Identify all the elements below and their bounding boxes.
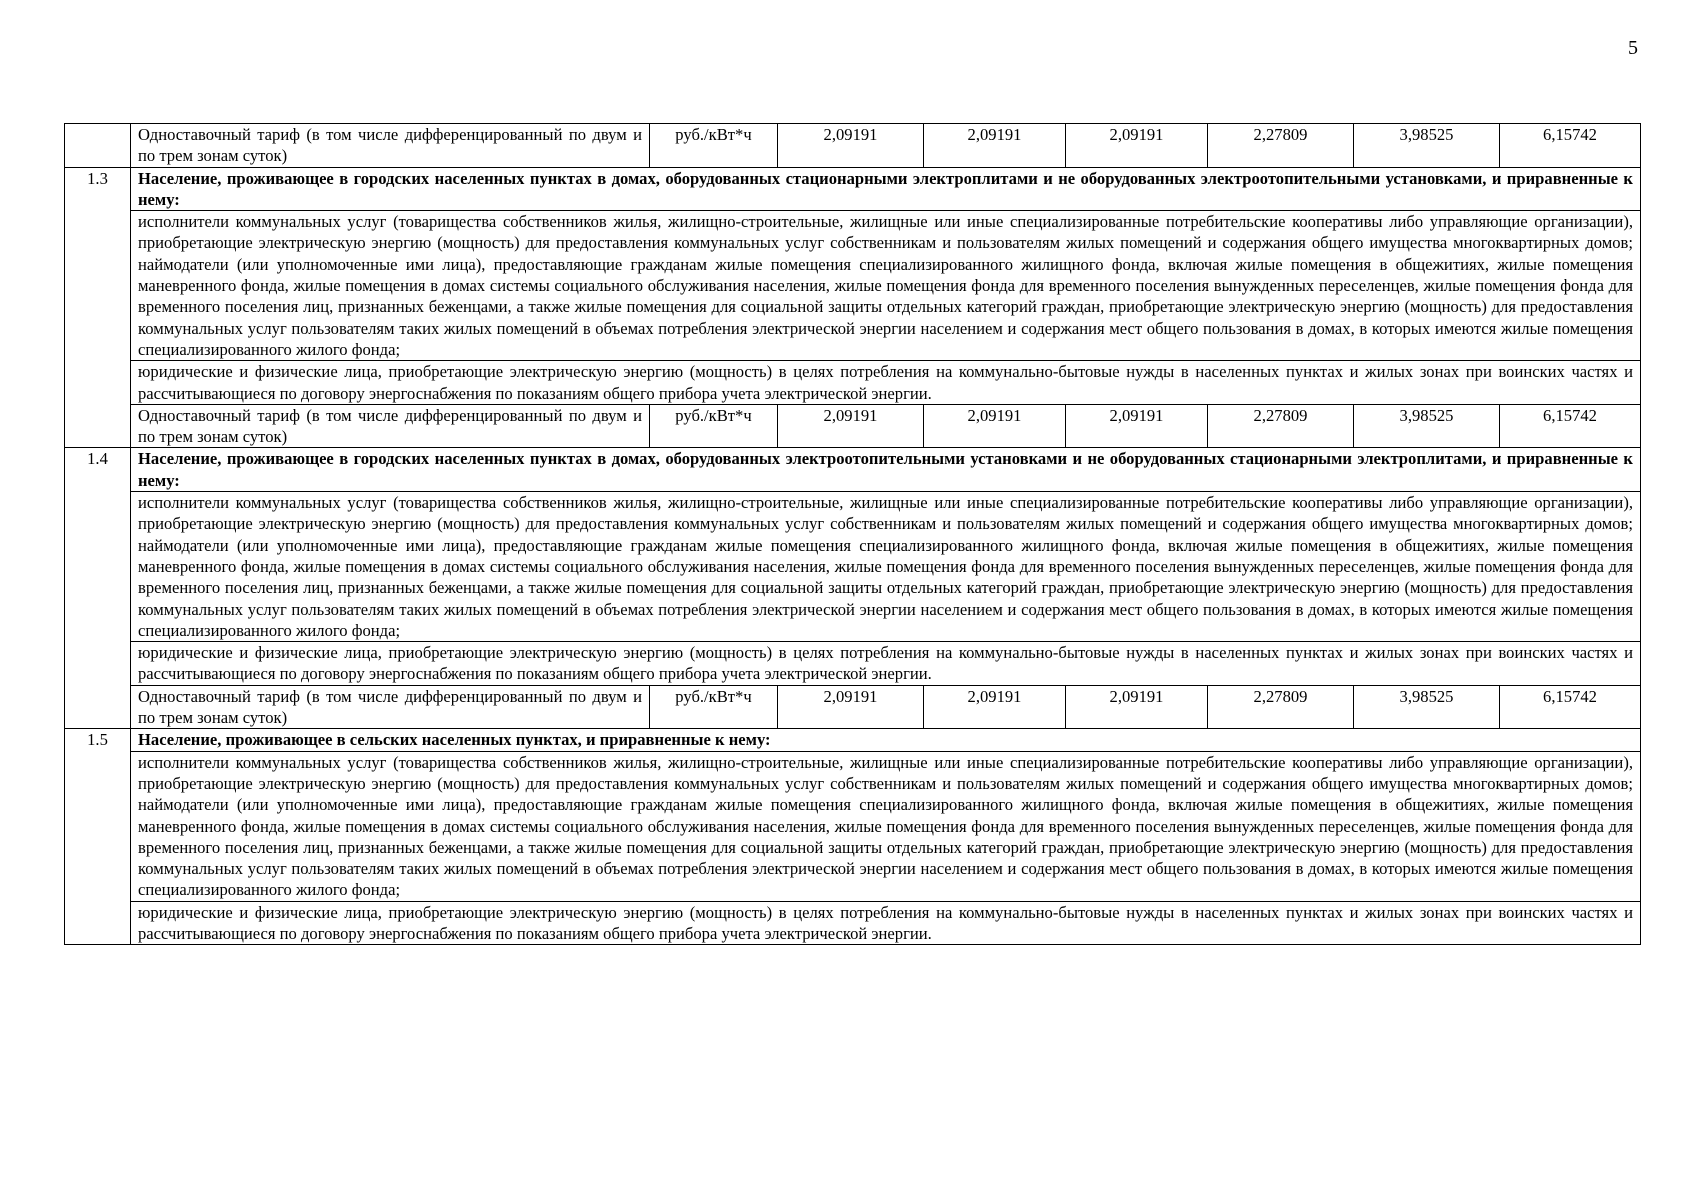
legal-entities-text: юридические и физические лица, приобретающие электрическую энергию (мощность) в целях потребления на коммунально-бытовые нужды в населенных пунктах и жилых зонах при воинских частях и рассчитывающиеся по договору энергоснабжения по показаниям общего прибора учета электрической энергии. xyxy=(131,642,1641,686)
legal-entities-text: юридические и физические лица, приобретающие электрическую энергию (мощность) в целях потребления на коммунально-бытовые нужды в населенных пунктах и жилых зонах при воинских частях и рассчитывающиеся по договору энергоснабжения по показаниям общего прибора учета электрической энергии. xyxy=(131,901,1641,945)
page-number: 5 xyxy=(1628,37,1638,59)
executors-row xyxy=(65,211,1641,361)
rate-value: 3,98525 xyxy=(1354,404,1500,448)
tariff-row xyxy=(65,404,1641,448)
section-heading: Население, проживающее в городских населенных пунктах в домах, оборудованных электроотопительными установками и не оборудованных стационарными электроплитами, и приравненные к нему: xyxy=(131,448,1641,492)
section-heading: Население, проживающее в сельских населенных пунктах, и приравненные к нему: xyxy=(131,729,1641,751)
executors-text: исполнители коммунальных услуг (товарищества собственников жилья, жилищно-строительные, жилищные или иные специализированные потребительские кооперативы либо управляющие организации), приобретающие электрическую энергию (мощность) для предоставления коммунальных услуг собственникам и пользователям жилых помещений и содержания общего имущества многоквартирных домов; наймодатели (или уполномоченные ими лица), предоставляющие гражданам жилые помещения специализированного жилищного фонда, включая жилые помещения в общежитиях, жилые помещения маневренного фонда, жилые помещения в домах системы социального обслуживания населения, жилые помещения фонда для временного поселения вынужденных переселенцев, жилые помещения фонда для временного поселения лиц, признанных беженцами, а также жилые помещения для социальной защиты отдельных категорий граждан, приобретающие электрическую энергию (мощность) для предоставления коммунальных услуг пользователям таких жилых помещений в объемах потребления электрической энергии населением и содержания мест общего пользования в домах, в которых имеются жилые помещения специализированного жилого фонда; xyxy=(131,492,1641,642)
executors-row xyxy=(65,492,1641,642)
unit-cell: руб./кВт*ч xyxy=(650,124,778,168)
rate-value: 2,09191 xyxy=(1066,124,1208,168)
legal-entities-row xyxy=(65,642,1641,686)
rate-value: 2,09191 xyxy=(924,124,1066,168)
section-heading-row xyxy=(65,729,1641,751)
rate-value: 2,27809 xyxy=(1208,685,1354,729)
executors-text: исполнители коммунальных услуг (товарищества собственников жилья, жилищно-строительные, жилищные или иные специализированные потребительские кооперативы либо управляющие организации), приобретающие электрическую энергию (мощность) для предоставления коммунальных услуг собственникам и пользователям жилых помещений и содержания общего имущества многоквартирных домов; наймодатели (или уполномоченные ими лица), предоставляющие гражданам жилые помещения специализированного жилищного фонда, включая жилые помещения в общежитиях, жилые помещения маневренного фонда, жилые помещения в домах системы социального обслуживания населения, жилые помещения фонда для временного поселения вынужденных переселенцев, жилые помещения фонда для временного поселения лиц, признанных беженцами, а также жилые помещения для социальной защиты отдельных категорий граждан, приобретающие электрическую энергию (мощность) для предоставления коммунальных услуг пользователям таких жилых помещений в объемах потребления электрической энергии населением и содержания мест общего пользования в домах, в которых имеются жилые помещения специализированного жилого фонда; xyxy=(131,211,1641,361)
section-heading-row xyxy=(65,448,1641,492)
tariff-row xyxy=(65,685,1641,729)
row-number-cell xyxy=(65,124,131,168)
rate-value: 6,15742 xyxy=(1500,124,1641,168)
section-heading: Население, проживающее в городских населенных пунктах в домах, оборудованных стационарными электроплитами и не оборудованных электроотопительными установками, и приравненные к нему: xyxy=(131,167,1641,211)
rate-value: 2,09191 xyxy=(1066,685,1208,729)
rate-value: 2,09191 xyxy=(778,124,924,168)
rate-value: 2,09191 xyxy=(1066,404,1208,448)
unit-cell: руб./кВт*ч xyxy=(650,685,778,729)
section-number: 1.4 xyxy=(65,448,131,729)
legal-entities-row xyxy=(65,361,1641,405)
legal-entities-row xyxy=(65,901,1641,945)
rate-value: 2,09191 xyxy=(924,404,1066,448)
tariff-label: Одноставочный тариф (в том числе дифференцированный по двум и по трем зонам суток) xyxy=(131,685,650,729)
rate-value: 6,15742 xyxy=(1500,685,1641,729)
tariff-table xyxy=(64,123,1641,945)
tariff-label: Одноставочный тариф (в том числе дифференцированный по двум и по трем зонам суток) xyxy=(131,404,650,448)
executors-text: исполнители коммунальных услуг (товарищества собственников жилья, жилищно-строительные, жилищные или иные специализированные потребительские кооперативы либо управляющие организации), приобретающие электрическую энергию (мощность) для предоставления коммунальных услуг собственникам и пользователям жилых помещений и содержания общего имущества многоквартирных домов; наймодатели (или уполномоченные ими лица), предоставляющие гражданам жилые помещения специализированного жилищного фонда, включая жилые помещения в общежитиях, жилые помещения маневренного фонда, жилые помещения в домах системы социального обслуживания населения, жилые помещения фонда для временного поселения вынужденных переселенцев, жилые помещения фонда для временного поселения лиц, признанных беженцами, а также жилые помещения для социальной защиты отдельных категорий граждан, приобретающие электрическую энергию (мощность) для предоставления коммунальных услуг пользователям таких жилых помещений в объемах потребления электрической энергии населением и содержания мест общего пользования в домах, в которых имеются жилые помещения специализированного жилого фонда; xyxy=(131,751,1641,901)
rate-value: 6,15742 xyxy=(1500,404,1641,448)
rate-value: 2,09191 xyxy=(778,404,924,448)
tariff-row xyxy=(65,124,1641,168)
unit-cell: руб./кВт*ч xyxy=(650,404,778,448)
section-heading-row xyxy=(65,167,1641,211)
rate-value: 2,27809 xyxy=(1208,404,1354,448)
tariff-label: Одноставочный тариф (в том числе дифференцированный по двум и по трем зонам суток) xyxy=(131,124,650,168)
rate-value: 3,98525 xyxy=(1354,124,1500,168)
section-number: 1.3 xyxy=(65,167,131,448)
rate-value: 2,09191 xyxy=(924,685,1066,729)
rate-value: 3,98525 xyxy=(1354,685,1500,729)
rate-value: 2,09191 xyxy=(778,685,924,729)
executors-row xyxy=(65,751,1641,901)
legal-entities-text: юридические и физические лица, приобретающие электрическую энергию (мощность) в целях потребления на коммунально-бытовые нужды в населенных пунктах и жилых зонах при воинских частях и рассчитывающиеся по договору энергоснабжения по показаниям общего прибора учета электрической энергии. xyxy=(131,361,1641,405)
section-number: 1.5 xyxy=(65,729,131,945)
rate-value: 2,27809 xyxy=(1208,124,1354,168)
